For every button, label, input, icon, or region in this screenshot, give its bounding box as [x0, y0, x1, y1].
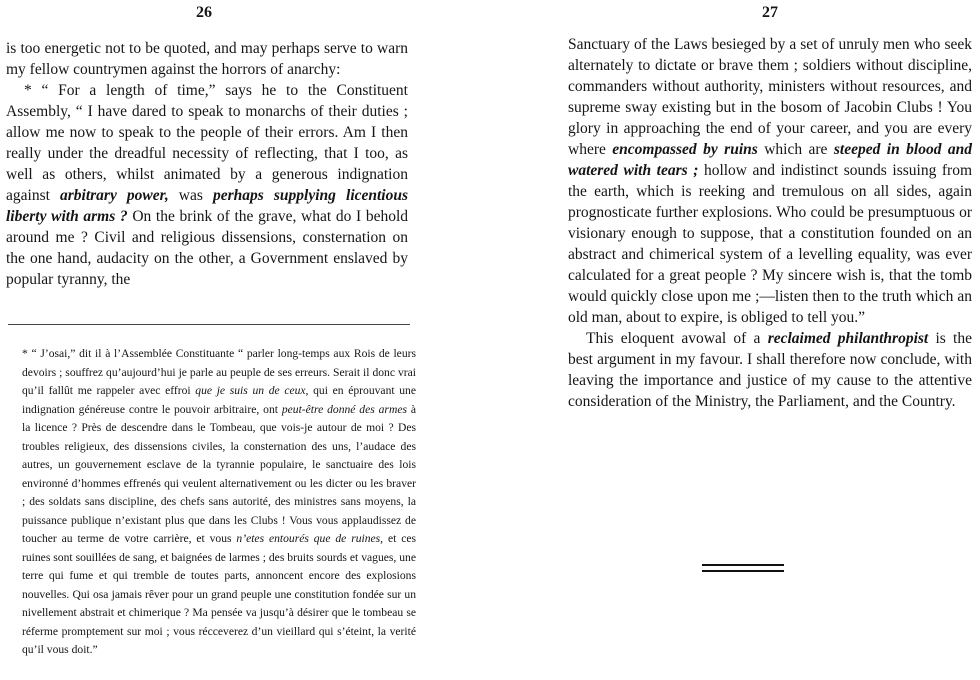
emphasis: encompassed by ruins — [612, 141, 758, 158]
page-number: 26 — [196, 4, 212, 21]
emphasis: perhaps supplying licentious liberty with arms ? — [6, 187, 409, 225]
page-number: 27 — [762, 4, 778, 21]
right-page — [490, 0, 980, 680]
footnote-divider — [8, 324, 410, 325]
end-ornament-rule — [702, 564, 784, 566]
emphasis: reclaimed philanthropist — [767, 330, 929, 347]
quotation-paragraph: * “ For a length of time,” says he to the Constituent Assembly, “ I have dared to speak to monarchs of their duties ; allow me now to speak to the people of their errors. Am I then really under the dreadful necessity of reflecting, that I too, as well as others, whilst animated by a generous indignation against arbitrary power, was perhaps supplying licentious liberty with arms ? On the brink of the grave, what do I behold around me ? Civil and religious dissensions, consternation on the one hand, audacity on the other, a Government enslaved by popular tyranny, the — [6, 82, 409, 288]
emphasis: que je suis un de ceux, — [195, 384, 309, 397]
quotation-paragraph: Sanctuary of the Laws besieged by a set of unruly men who seek alternately to dictate or brave them ; soldiers without discipline, commanders without authority, ministers without resources, and supreme sway existing but in the bosom of Jacobin Clubs ! You glory in approaching the end of your career, and you are every where encompassed by ruins which are steeped in blood and watered with tears ; hollow and indistinct sounds issuing from the earth, which is reeking and tremulous on all sides, again prognosticate further explosions. Who could be presumptuous or visionary enough to suppose, that a constitution founded on an abstract and chimerical system of a levelling equality, was ever calculated for a great people ? My sincere wish is, that the tomb would quickly close upon me ;—listen then to the truth which an old man, about to expire, is obliged to tell you.” — [568, 36, 973, 326]
emphasis: n’etes entourés que de ruines, — [236, 532, 384, 545]
paragraph: is too energetic not to be quoted, and may perhaps serve to warn my fellow countrymen against the horrors of anarchy: — [6, 40, 408, 78]
end-ornament-rule — [702, 570, 784, 572]
emphasis: peut-être donné des armes — [281, 402, 407, 416]
body-text — [6, 38, 408, 290]
concluding-paragraph: This eloquent avowal of a reclaimed philanthropist is the best argument in my favour. I shall therefore now conclude, with leaving the importance and justice of my cause to the attentive consideration of the Ministry, the Parliament, and the Country. — [568, 330, 972, 410]
emphasis: arbitrary power, — [60, 187, 169, 204]
emphasis: steeped in blood and watered with tears ; — [568, 141, 972, 179]
footnote: * “ J’osai,” dit il à l’Assemblée Constituante “ parler long-temps aux Rois de leurs devoirs ; souffrez qu’aujourd’hui je parle au peuple de ses erreurs. Serait il donc vrai qu’il fallût me rappeler avec effroi que je suis un de ceux, qui en éprouvant une indignation généreuse contre le pouvoir arbitraire, ont peut-être donné des armes à la licence ? Près de descendre dans le Tombeau, que vois-je autour de moi ? Des troubles religieux, des dissensions civiles, la consternation des uns, l’audace des autres, un gouvernement esclave de la tyrannie populaire, le sanctuaire des lois environné d’hommes effrenés qui veulent alternativement ou les dicter ou les braver ; des soldats sans discipline, des chefs sans autorité, des ministres sans moyens, la puissance publique n’existant plus que dans les Clubs ! Vous vous applaudissez de toucher au terme de votre carrière, et vous n’etes entourés que de ruines, et ces ruines sont souillées de sang, et baignées de larmes ; des bruits sourds et vagues, une terre qui fume et qui tremble de toutes parts, annoncent encore des explosions nouvelles. Qui osa jamais rêver pour un grand peuple une constitution fondée sur un nivellement abstrait et chimerique ? Ma pensée va jusqu’à désirer que le tombeau se réferme promptement sur moi ; vous récceverez d’un vieillard qui s’éteint, la verité qu’il vous doit.” — [22, 347, 417, 656]
body-text — [568, 34, 972, 412]
